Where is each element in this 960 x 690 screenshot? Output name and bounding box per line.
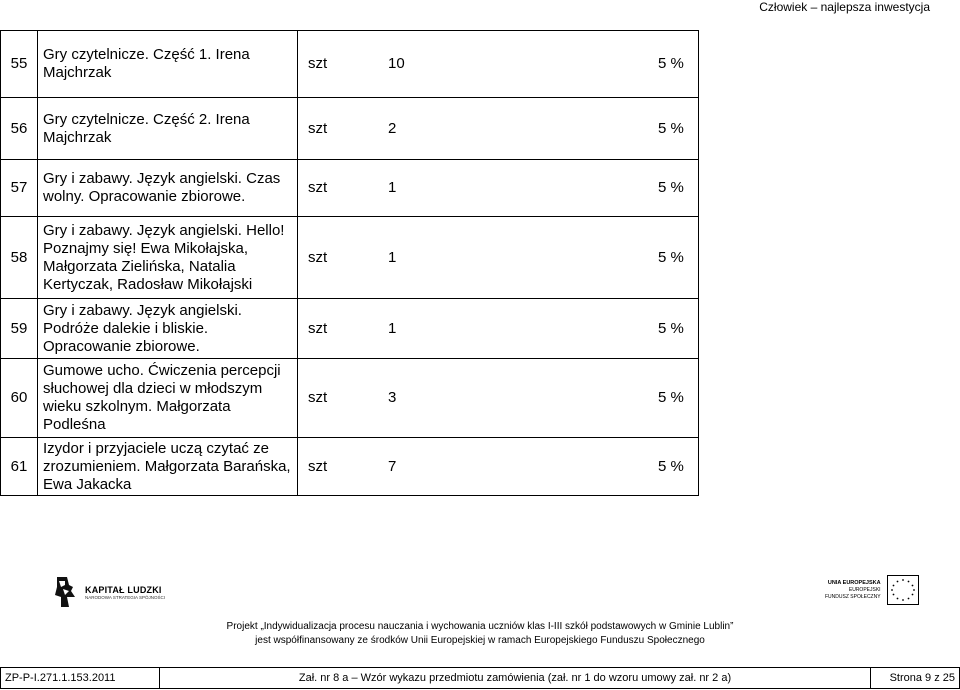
item-vat: 5 % [658,55,684,72]
item-title: Gry czytelnicze. Część 1. Irena Majchrzak [38,31,298,98]
item-quantity: 7 [388,457,397,475]
row-number: 61 [1,438,38,496]
row-number: 60 [1,359,38,438]
footer-page-number: Strona 9 z 25 [871,668,960,689]
kapital-ludzki-logo [53,575,165,609]
item-quantity: 3 [388,389,397,406]
row-number: 58 [1,217,38,299]
table-row [1,359,699,438]
kapital-ludzki-subtitle: NARODOWA STRATEGIA SPÓJNOŚCI [85,594,166,600]
header-title: Człowiek – najlepsza inwestycja [759,0,930,14]
table-row [1,299,699,359]
item-unit: szt [308,389,328,406]
eu-logo-line1: UNIA EUROPEJSKA [827,579,881,586]
item-unit: szt [308,457,328,475]
kapital-ludzki-title: KAPITAŁ LUDZKI [85,584,162,595]
row-number: 56 [1,98,38,160]
project-note-line2: jest współfinansowany ze środków Unii Europejskiej w ramach Europejskiego Funduszu Społecznego [255,635,705,646]
row-number: 57 [1,160,38,217]
item-unit: szt [308,179,328,196]
project-note-line1: Projekt „Indywidualizacja procesu nauczania i wychowania uczniów klas I-III szkół podstawowych w Gminie Lublin” [226,621,734,632]
item-vat: 5 % [658,179,684,196]
item-quantity: 1 [388,179,397,196]
items-table [0,30,699,496]
item-title: Gry i zabawy. Język angielski. Czas wolny. Opracowanie zbiorowe. [38,160,298,217]
item-title: Gry i zabawy. Język angielski. Podróże dalekie i bliskie. Opracowanie zbiorowe. [38,299,298,359]
item-vat: 5 % [658,119,684,137]
item-vat: 5 % [658,389,684,406]
eu-flag-icon [887,575,919,605]
item-quantity: 10 [388,55,405,72]
table-row [1,217,699,299]
item-title: Gry i zabawy. Język angielski. Hello! Poznajmy się! Ewa Mikołajska, Małgorzata Zielińska, Natalia Kertyczak, Radosław Mikołajski [38,217,298,299]
kapital-ludzki-emblem-icon [53,575,75,609]
item-title: Izydor i przyjaciele uczą czytać ze zrozumieniem. Małgorzata Barańska, Ewa Jakacka [38,438,298,496]
table-row [1,438,699,496]
table-row [1,98,699,160]
table-row [1,31,699,98]
item-vat: 5 % [658,248,684,266]
eu-logo [825,575,919,605]
footer-reference: ZP-P-I.271.1.153.2011 [1,668,160,689]
row-number: 59 [1,299,38,359]
footer-attachment: Zał. nr 8 a – Wzór wykazu przedmiotu zamówienia (zał. nr 1 do wzoru umowy zał. nr 2 a) [160,668,871,689]
row-number: 55 [1,31,38,98]
table-row [1,160,699,217]
item-unit: szt [308,248,328,266]
page-header [0,0,960,15]
item-vat: 5 % [658,457,684,475]
item-unit: szt [308,55,328,72]
item-unit: szt [308,119,328,137]
eu-logo-line3: FUNDUSZ SPOŁECZNY [825,593,881,600]
eu-logo-line2: EUROPEJSKI [848,586,881,593]
item-quantity: 2 [388,119,397,137]
item-quantity: 1 [388,248,397,266]
item-unit: szt [308,319,328,337]
item-vat: 5 % [658,319,684,337]
item-quantity: 1 [388,319,397,337]
page-footer [0,667,960,689]
project-note [180,620,780,648]
item-title: Gry czytelnicze. Część 2. Irena Majchrzak [38,98,298,160]
item-title: Gumowe ucho. Ćwiczenia percepcji słuchowej dla dzieci w młodszym wieku szkolnym. Małgorzata Podleśna [38,359,298,438]
